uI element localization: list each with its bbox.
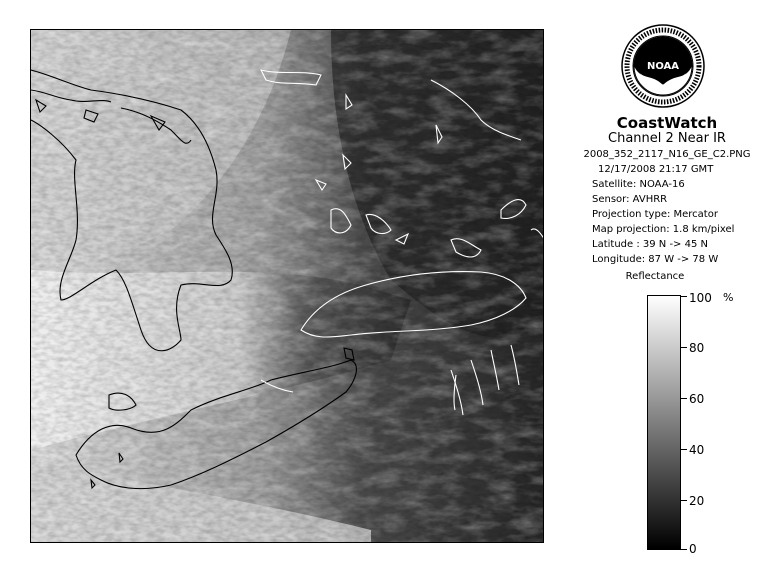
logo-text: NOAA <box>646 61 680 72</box>
colorbar <box>647 295 681 550</box>
sensor-label: Sensor: AVHRR <box>592 194 668 205</box>
colorbar-tick-label: 80 <box>689 341 705 355</box>
noaa-logo <box>620 23 706 109</box>
projection-type-label: Projection type: Mercator <box>592 209 718 220</box>
longitude-label: Longitude: 87 W -> 78 W <box>592 254 719 265</box>
channel-title: Channel 2 Near IR <box>608 131 726 146</box>
satellite-label: Satellite: NOAA-16 <box>592 179 685 190</box>
colorbar-tick-label: 40 <box>689 443 705 457</box>
colorbar-tick <box>681 449 687 450</box>
colorbar-tick <box>681 398 687 399</box>
date-time: 12/17/2008 21:17 GMT <box>598 164 714 175</box>
map-projection-label: Map projection: 1.8 km/pixel <box>592 224 735 235</box>
colorbar-tick <box>681 500 687 501</box>
colorbar-tick-label: 60 <box>689 392 705 406</box>
noaa-logo-icon <box>620 23 706 109</box>
colorbar-tick-label: 100 <box>689 291 712 305</box>
colorbar-tick-label: 0 <box>689 542 697 556</box>
colorbar-tick <box>681 549 687 550</box>
image-filename: 2008_352_2117_N16_GE_C2.PNG <box>583 149 751 160</box>
satellite-image-panel <box>30 29 544 543</box>
brand-title: CoastWatch <box>616 114 718 132</box>
colorbar-tick <box>681 296 687 297</box>
colorbar-tick <box>681 347 687 348</box>
colorbar-tick-label: 20 <box>689 494 705 508</box>
latitude-label: Latitude : 39 N -> 45 N <box>592 239 708 250</box>
colorbar-unit: % <box>723 291 734 304</box>
colorbar-title: Reflectance <box>625 271 685 282</box>
satellite-image <box>31 30 544 543</box>
